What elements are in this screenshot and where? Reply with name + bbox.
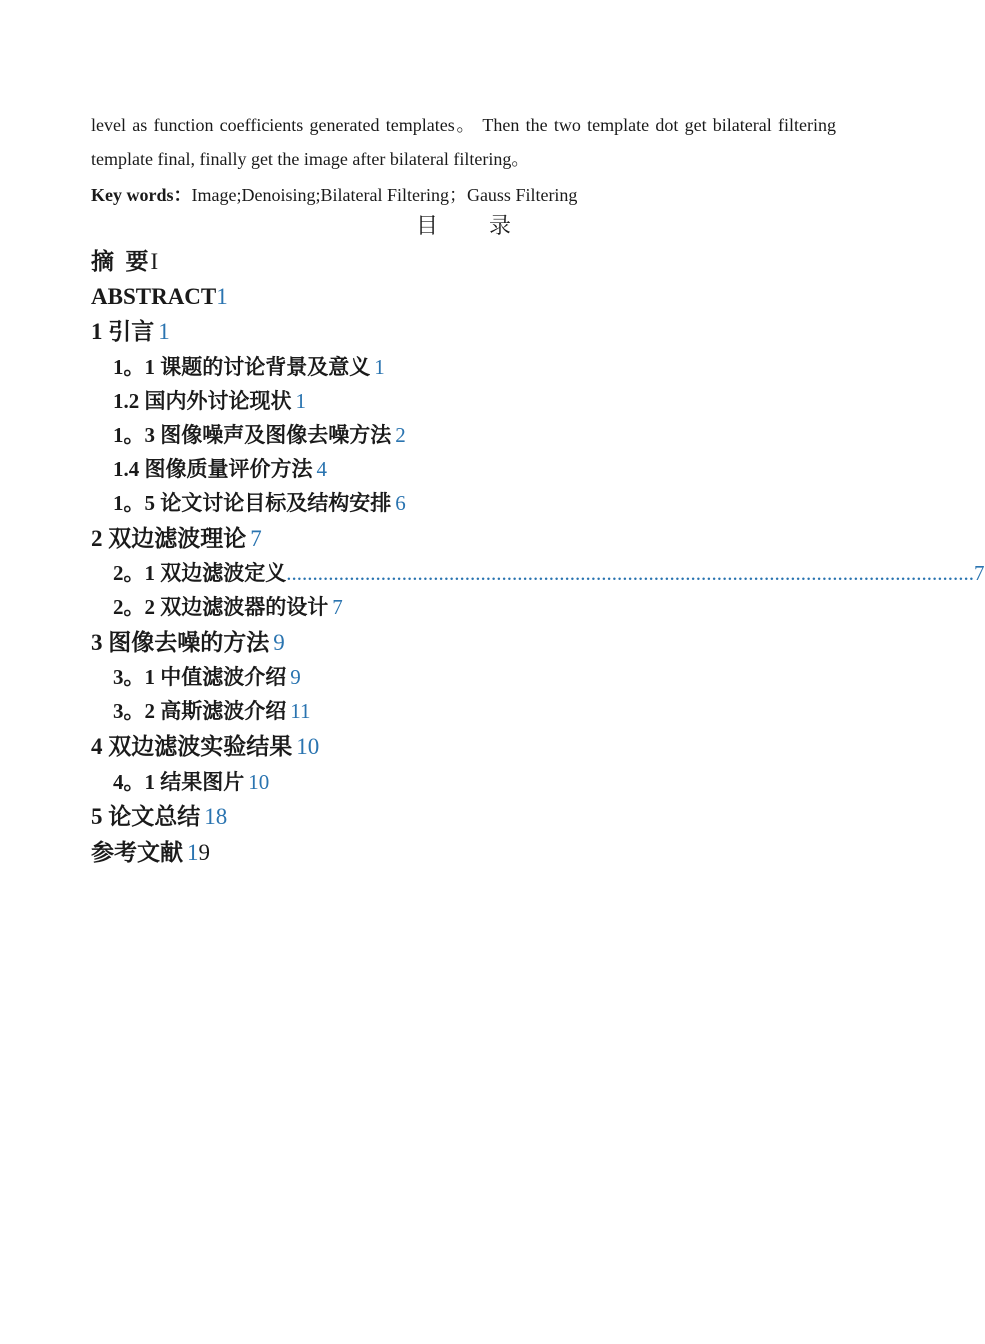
toc-entry-2-1[interactable] [113,556,985,590]
toc-title: 目 录 [416,214,533,239]
toc-entry-page: 6 [395,491,406,515]
toc-entry-label: 3 图像去噪的方法 [91,630,270,655]
toc-entry-ch3[interactable] [91,625,285,661]
toc-entry-label: 1。5 论文讨论目标及结构安排 [113,491,392,515]
toc-dot-leader: ................................................................................................................................... [286,561,974,585]
toc-entry-page: I [150,249,159,274]
toc-entry-label: 4 双边滤波实验结果 [91,734,293,759]
toc-entry-page: 7 [974,561,985,585]
toc-entry-3-1[interactable] [113,660,301,694]
toc-entry-label: 1。3 图像噪声及图像去噪方法 [113,423,392,447]
toc-entry-abstract-cn[interactable] [91,244,158,280]
toc-entry-ch4[interactable] [91,729,319,765]
toc-entry-references[interactable] [91,835,210,871]
toc-entry-page: 1 [158,319,170,344]
toc-entry-label: 3。1 中值滤波介绍 [113,665,287,689]
toc-entry-page: 11 [290,699,311,723]
toc-entry-abstract-en[interactable] [91,279,228,315]
toc-entry-label: 1。1 课题的讨论背景及意义 [113,355,371,379]
toc-entry-1-2[interactable] [113,384,306,418]
toc-entry-label: 1 引言 [91,319,155,344]
toc-entry-page: 7 [250,526,262,551]
toc-entry-label: 摘 要 [91,249,149,274]
toc-entry-ch5[interactable] [91,799,227,835]
toc-entry-1-5[interactable] [113,486,406,520]
toc-entry-page: 9 [273,630,285,655]
toc-entry-page: 1 [216,284,228,309]
toc-entry-page: 9 [290,665,301,689]
toc-entry-page [187,840,210,865]
toc-entry-1-3[interactable] [113,418,406,452]
toc-entry-page: 1 [295,389,306,413]
toc-entry-page: 10 [296,734,320,759]
toc-entry-page-part: 9 [198,840,210,865]
toc-entry-label: ABSTRACT [91,284,217,309]
toc-entry-label: 2。1 双边滤波定义 [113,561,287,585]
toc-entry-1-1[interactable] [113,350,385,384]
toc-entry-page: 10 [248,770,270,794]
toc-entry-label: 参考文献 [91,840,183,865]
abstract-paragraph: level as function coefficients generated templates。 Then the two template dot get bilateral filtering template final, finally get the image after bilateral filtering。 [91,115,836,169]
toc-entry-page-part: 1 [187,840,199,865]
toc-entry-3-2[interactable] [113,694,310,728]
toc-entry-ch1[interactable] [91,314,170,350]
toc-entry-page: 7 [332,595,343,619]
keywords-line [91,178,836,212]
toc-entry-label: 2 双边滤波理论 [91,526,247,551]
toc-entry-label: 1.4 图像质量评价方法 [113,457,313,481]
keywords-value: Image;Denoising;Bilateral Filtering；Gauss Filtering [191,185,578,205]
toc-entry-page: 4 [316,457,327,481]
toc-entry-ch2[interactable] [91,521,262,557]
toc-entry-label: 1.2 国内外讨论现状 [113,389,292,413]
keywords-label: Key words： [91,185,192,205]
toc-entry-4-1[interactable] [113,765,269,799]
toc-entry-page: 18 [204,804,228,829]
toc-entry-label: 2。2 双边滤波器的设计 [113,595,329,619]
toc-entry-page: 1 [374,355,385,379]
toc-entry-2-2[interactable] [113,590,343,624]
toc-entry-label: 4。1 结果图片 [113,770,245,794]
toc-entry-label: 3。2 高斯滤波介绍 [113,699,287,723]
toc-entry-page: 2 [395,423,406,447]
toc-entry-label: 5 论文总结 [91,804,201,829]
toc-entry-1-4[interactable] [113,452,327,486]
